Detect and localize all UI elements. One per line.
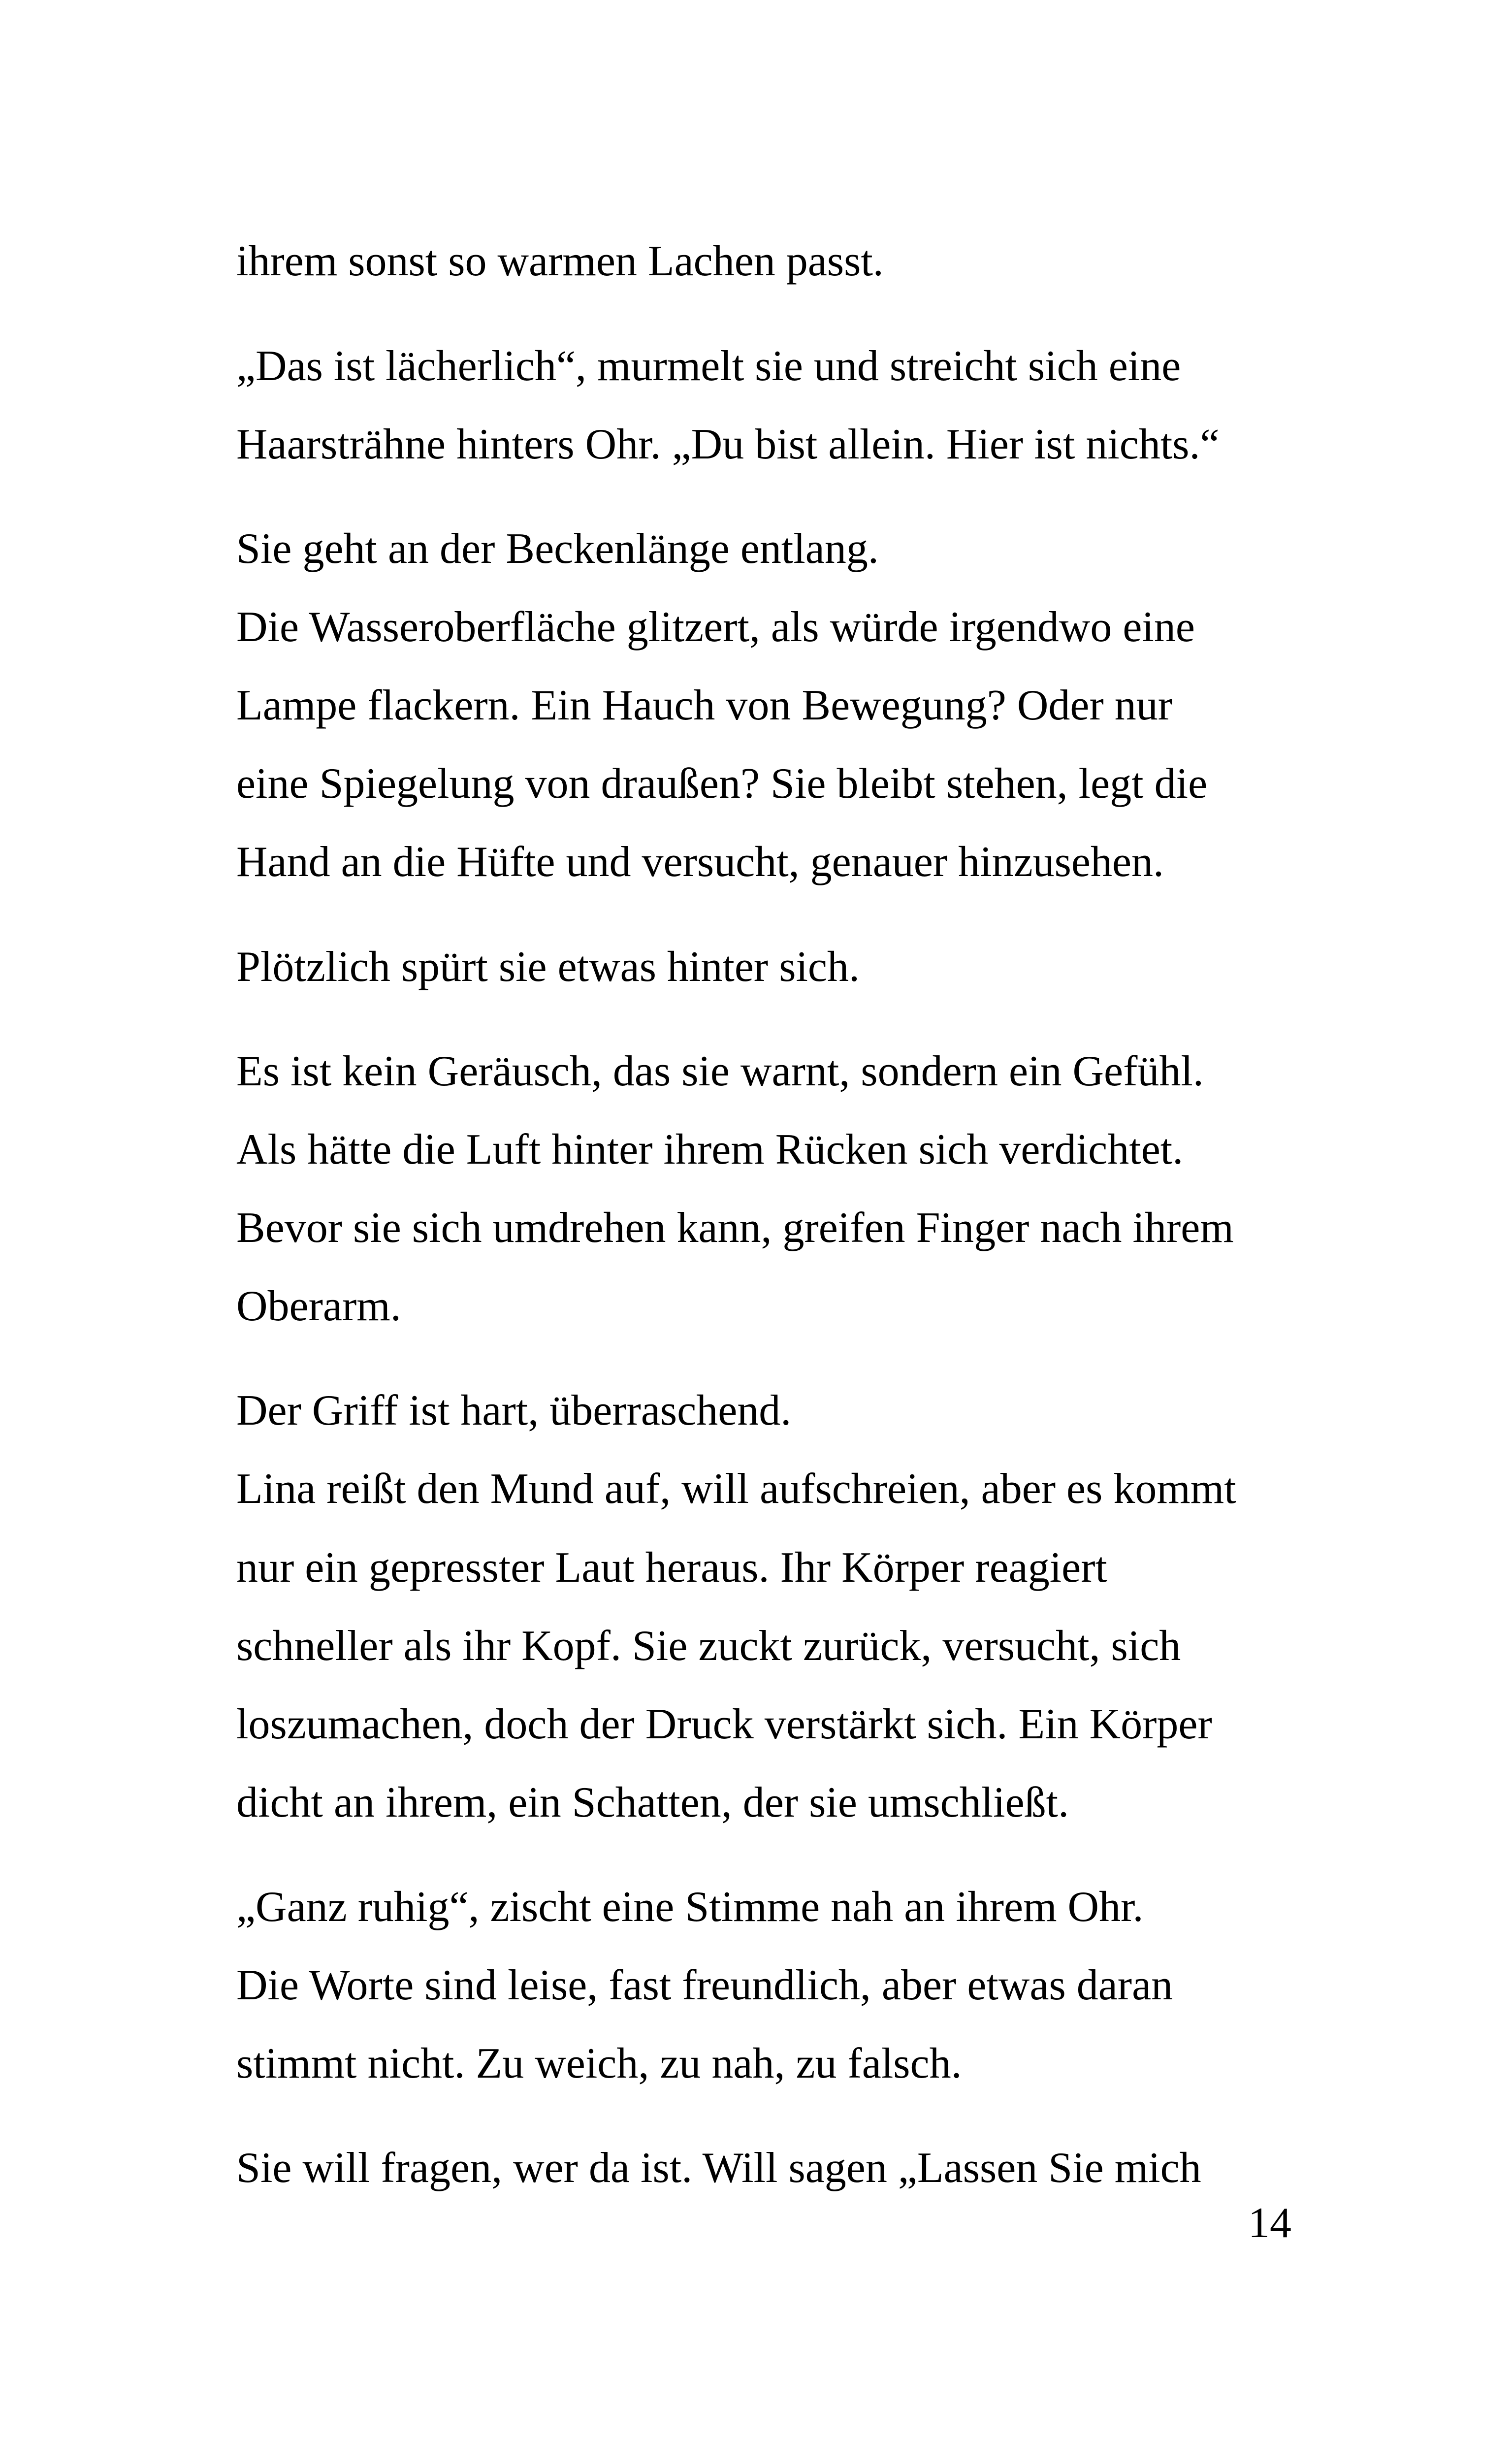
text-line: schneller als ihr Kopf. Sie zuckt zurück, versucht, sich <box>236 1622 1181 1670</box>
text-line: Sie geht an der Beckenlänge entlang. <box>236 525 879 573</box>
text-line: Hand an die Hüfte und versucht, genauer hinzusehen. <box>236 838 1164 886</box>
text-line: Lina reißt den Mund auf, will aufschreien, aber es kommt <box>236 1465 1236 1513</box>
text-line: „Ganz ruhig“, zischt eine Stimme nah an ihrem Ohr. <box>236 1883 1144 1931</box>
text-line: Als hätte die Luft hinter ihrem Rücken sich verdichtet. <box>236 1126 1184 1173</box>
text-line: Bevor sie sich umdrehen kann, greifen Finger nach ihrem <box>236 1204 1234 1252</box>
text-line: loszumachen, doch der Druck verstärkt sich. Ein Körper <box>236 1700 1212 1748</box>
text-line: Die Worte sind leise, fast freundlich, aber etwas daran <box>236 1961 1173 2009</box>
text-line: dicht an ihrem, ein Schatten, der sie umschließt. <box>236 1779 1069 1826</box>
text-line: Plötzlich spürt sie etwas hinter sich. <box>236 943 860 991</box>
text-line: ihrem sonst so warmen Lachen passt. <box>236 237 884 285</box>
text-line: Es ist kein Geräusch, das sie warnt, sondern ein Gefühl. <box>236 1047 1204 1095</box>
text-line: „Das ist lächerlich“, murmelt sie und streicht sich eine <box>236 342 1181 390</box>
text-line: Oberarm. <box>236 1282 401 1330</box>
text-line: Lampe flackern. Ein Hauch von Bewegung? Oder nur <box>236 682 1173 729</box>
text-line: Der Griff ist hart, überraschend. <box>236 1387 792 1434</box>
text-line: nur ein gepresster Laut heraus. Ihr Körper reagiert <box>236 1544 1107 1592</box>
text-line: stimmt nicht. Zu weich, zu nah, zu falsch. <box>236 2040 962 2087</box>
text-line: Die Wasseroberfläche glitzert, als würde irgendwo eine <box>236 603 1195 651</box>
text-line: eine Spiegelung von draußen? Sie bleibt stehen, legt die <box>236 760 1208 808</box>
text-line: Haarsträhne hinters Ohr. „Du bist allein. Hier ist nichts.“ <box>236 421 1220 468</box>
page-number: 14 <box>1248 2199 1291 2247</box>
text-line: Sie will fragen, wer da ist. Will sagen „Lassen Sie mich <box>236 2144 1201 2192</box>
